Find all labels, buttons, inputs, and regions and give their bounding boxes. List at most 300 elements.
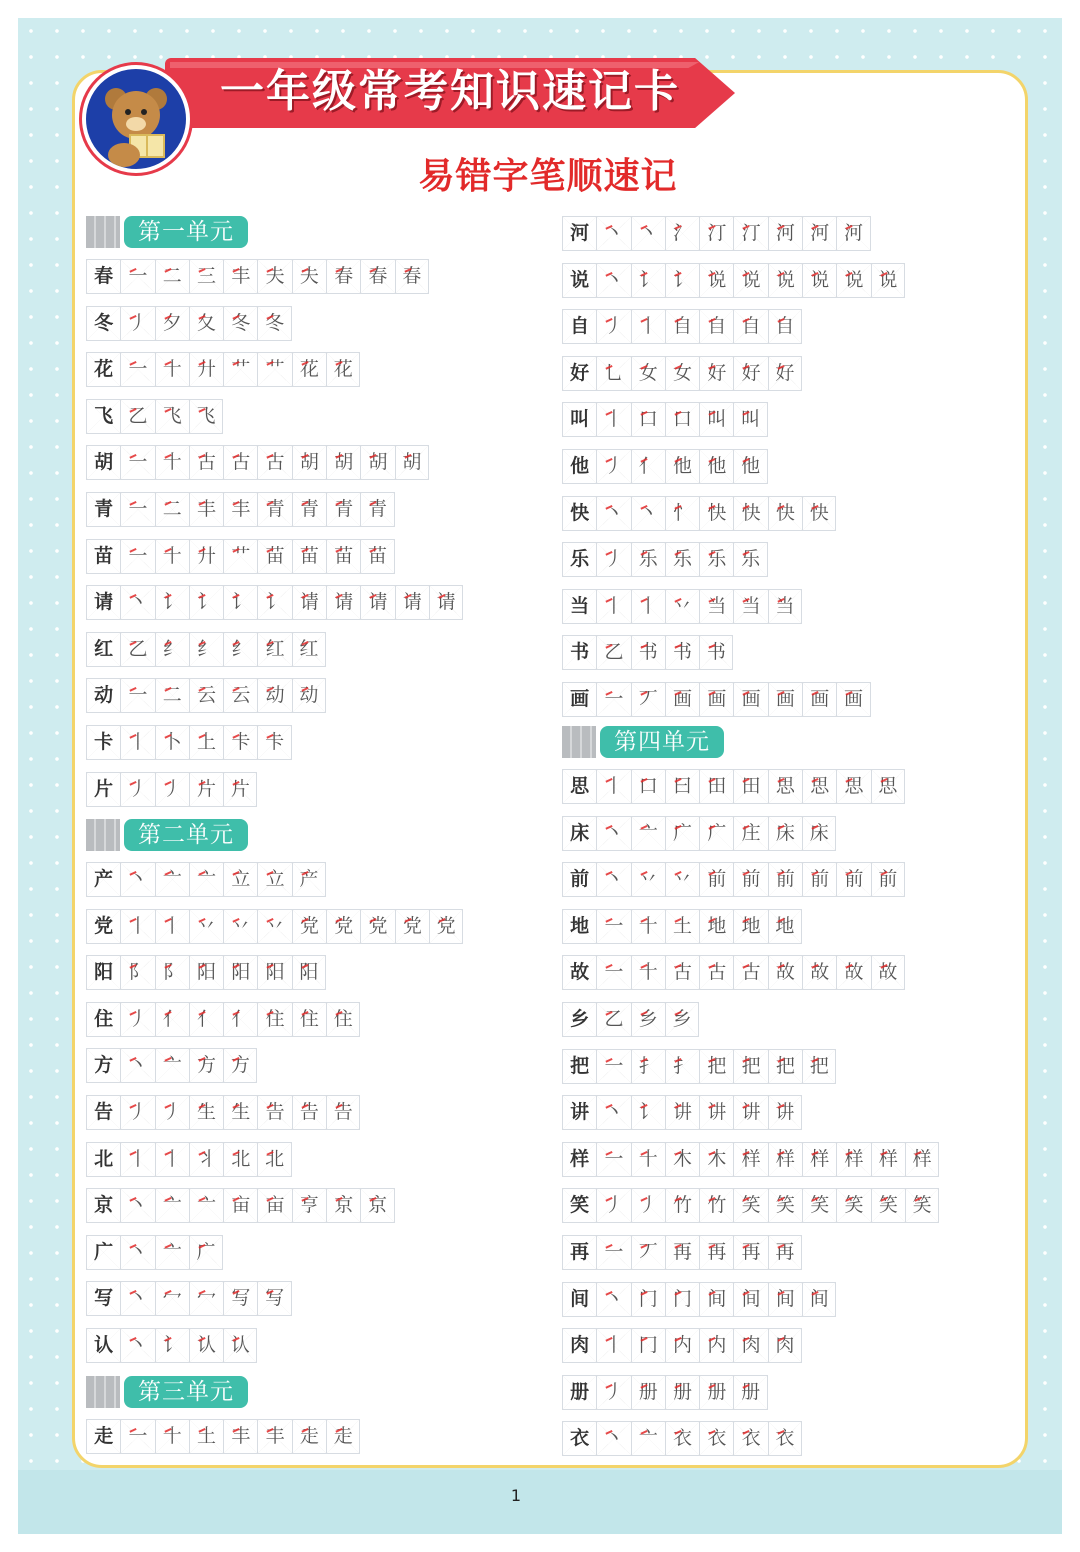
stroke-step-cell: 亻 [631,449,665,484]
stroke-step-cell: 立 [257,862,291,897]
stroke-order-row [562,1002,699,1037]
stroke-order-row [86,539,395,574]
stroke-step-cell: 红 [292,632,326,667]
stroke-step-cell: 一 [596,682,630,717]
stroke-step-cell: 产 [292,862,326,897]
stroke-step-cell: 竹 [699,1188,733,1223]
stroke-order-row [562,589,802,624]
stroke-step-cell: 快 [733,496,767,531]
character-cell: 样 [562,1142,596,1177]
stroke-step-cell: 片 [223,772,257,807]
stroke-step-cell: 丶 [596,263,630,298]
stroke-step-cell: 画 [836,682,870,717]
stroke-step-cell: 说 [836,263,870,298]
stroke-step-cell: 一 [120,492,154,527]
stroke-step-cell: 走 [292,1419,326,1454]
stroke-step-cell: 告 [326,1095,360,1130]
stroke-step-cell: 古 [189,445,223,480]
stroke-step-cell: 二 [155,259,189,294]
stroke-step-cell: 三 [189,259,223,294]
stroke-step-cell: 亩 [223,1188,257,1223]
stroke-step-cell: 好 [733,356,767,391]
stroke-step-cell: 动 [257,678,291,713]
stroke-step-cell: 丨 [596,1328,630,1363]
stroke-step-cell: 党 [292,909,326,944]
stroke-step-cell: 青 [257,492,291,527]
stroke-step-cell: 青 [326,492,360,527]
stroke-step-cell: 一 [120,445,154,480]
stroke-step-cell: 丨 [155,1142,189,1177]
stroke-step-cell: 丿 [155,772,189,807]
stroke-step-cell: 丿 [120,1095,154,1130]
stroke-step-cell: 乚 [596,356,630,391]
stroke-step-cell: 再 [665,1235,699,1270]
stroke-step-cell: 把 [733,1049,767,1084]
stroke-step-cell: 北 [257,1142,291,1177]
stroke-order-row [86,1328,257,1363]
unit-heading [86,819,248,851]
stroke-step-cell: 故 [768,955,802,990]
stroke-step-cell: 氵 [665,216,699,251]
stroke-step-cell: 门 [665,1282,699,1317]
stroke-step-cell: 亠 [189,862,223,897]
stroke-step-cell: 丶 [596,816,630,851]
stroke-step-cell: 花 [292,352,326,387]
stroke-step-cell: 十 [631,955,665,990]
stroke-step-cell: 丨 [596,589,630,624]
stroke-step-cell: 亻 [155,1002,189,1037]
character-cell: 说 [562,263,596,298]
stroke-step-cell: 讠 [155,1328,189,1363]
stroke-step-cell: 党 [395,909,429,944]
stroke-step-cell: 立 [223,862,257,897]
character-cell: 好 [562,356,596,391]
stroke-step-cell: 把 [768,1049,802,1084]
stroke-step-cell: 册 [665,1375,699,1410]
stroke-step-cell: 艹 [223,539,257,574]
stroke-step-cell: 一 [120,1419,154,1454]
stroke-step-cell: 广 [189,1235,223,1270]
stroke-step-cell: 思 [768,769,802,804]
character-cell: 再 [562,1235,596,1270]
stroke-step-cell: 丷 [631,862,665,897]
stroke-order-row [86,1235,223,1270]
stroke-step-cell: 丆 [631,1235,665,1270]
stroke-order-row [86,1142,292,1177]
stroke-step-cell: 河 [768,216,802,251]
stroke-step-cell: 阳 [223,955,257,990]
stroke-order-row [86,909,463,944]
stroke-step-cell: 丷 [665,589,699,624]
stroke-step-cell: 十 [631,909,665,944]
character-cell: 请 [86,585,120,620]
stroke-step-cell: 苗 [292,539,326,574]
stroke-step-cell: 自 [665,309,699,344]
stroke-step-cell: 片 [189,772,223,807]
character-cell: 肉 [562,1328,596,1363]
character-cell: 党 [86,909,120,944]
stroke-order-row [562,909,802,944]
unit-heading-label: 第四单元 [600,726,724,758]
character-cell: 自 [562,309,596,344]
stroke-step-cell: 丨 [596,402,630,437]
stroke-step-cell: 冖 [189,1281,223,1316]
stroke-step-cell: 前 [802,862,836,897]
stroke-step-cell: 苗 [326,539,360,574]
unit-heading-label: 第二单元 [124,819,248,851]
stroke-order-row [86,955,326,990]
stroke-step-cell: 再 [768,1235,802,1270]
character-cell: 乐 [562,542,596,577]
stroke-step-cell: 丬 [189,1142,223,1177]
stroke-step-cell: 方 [189,1048,223,1083]
stroke-step-cell: 古 [733,955,767,990]
stroke-step-cell: 土 [189,1419,223,1454]
character-cell: 北 [86,1142,120,1177]
stroke-step-cell: 廾 [189,352,223,387]
stroke-order-row [86,862,326,897]
stroke-order-row [562,309,802,344]
stroke-step-cell: 亠 [155,1235,189,1270]
stroke-step-cell: 亠 [155,1188,189,1223]
stroke-order-row [86,1281,292,1316]
unit-heading-bar [86,216,120,248]
stroke-step-cell: 乙 [596,635,630,670]
stroke-step-cell: 画 [733,682,767,717]
stroke-step-cell: 内 [665,1328,699,1363]
stroke-order-row [86,1095,360,1130]
stroke-step-cell: 曰 [665,769,699,804]
stroke-step-cell: 把 [699,1049,733,1084]
stroke-step-cell: 艹 [257,352,291,387]
stroke-step-cell: 讠 [665,263,699,298]
stroke-step-cell: 丶 [120,1188,154,1223]
stroke-order-row [562,542,768,577]
stroke-order-row [86,399,223,434]
stroke-step-cell: 艹 [223,352,257,387]
stroke-step-cell: 一 [120,539,154,574]
stroke-step-cell: 纟 [189,632,223,667]
stroke-step-cell: 丶 [120,862,154,897]
stroke-step-cell: 夫 [292,259,326,294]
stroke-step-cell: 木 [699,1142,733,1177]
stroke-step-cell: 生 [223,1095,257,1130]
stroke-order-row [562,769,905,804]
stroke-order-row [562,1328,802,1363]
stroke-order-row [86,678,326,713]
unit-heading [86,1376,248,1408]
stroke-step-cell: 丶 [631,496,665,531]
stroke-step-cell: 二 [155,678,189,713]
stroke-step-cell: 田 [699,769,733,804]
stroke-step-cell: 阳 [189,955,223,990]
stroke-step-cell: 阝 [120,955,154,990]
stroke-order-row [562,1188,939,1223]
unit-heading-bar [562,726,596,758]
stroke-step-cell: 生 [189,1095,223,1130]
unit-heading-label: 第一单元 [124,216,248,248]
stroke-step-cell: 讠 [189,585,223,620]
character-cell: 片 [86,772,120,807]
stroke-order-row [86,1419,360,1454]
stroke-step-cell: 胡 [395,445,429,480]
stroke-step-cell: 苗 [257,539,291,574]
character-cell: 叫 [562,402,596,437]
unit-heading [86,216,248,248]
stroke-order-row [86,632,326,667]
stroke-step-cell: 夕 [155,306,189,341]
stroke-step-cell: 说 [871,263,905,298]
stroke-step-cell: 丨 [120,725,154,760]
character-cell: 故 [562,955,596,990]
stroke-step-cell: 乡 [631,1002,665,1037]
stroke-order-row [562,1282,836,1317]
stroke-step-cell: 前 [768,862,802,897]
stroke-step-cell: 丷 [223,909,257,944]
stroke-step-cell: 自 [699,309,733,344]
stroke-step-cell: 动 [292,678,326,713]
stroke-step-cell: 走 [326,1419,360,1454]
stroke-step-cell: 河 [836,216,870,251]
character-cell: 走 [86,1419,120,1454]
character-cell: 衣 [562,1421,596,1456]
stroke-step-cell: 广 [699,816,733,851]
stroke-step-cell: 讲 [733,1095,767,1130]
stroke-step-cell: 冬 [257,306,291,341]
stroke-step-cell: 丨 [120,909,154,944]
stroke-step-cell: 丿 [120,306,154,341]
stroke-step-cell: 样 [768,1142,802,1177]
character-cell: 花 [86,352,120,387]
page-title: 一年级常考知识速记卡 [220,66,680,117]
stroke-step-cell: 讠 [257,585,291,620]
stroke-step-cell: 笑 [871,1188,905,1223]
stroke-step-cell: 忄 [665,496,699,531]
stroke-step-cell: 田 [733,769,767,804]
stroke-step-cell: 丷 [257,909,291,944]
stroke-step-cell: 丆 [631,682,665,717]
character-cell: 快 [562,496,596,531]
character-cell: 他 [562,449,596,484]
stroke-step-cell: 亨 [292,1188,326,1223]
stroke-step-cell: 衣 [733,1421,767,1456]
stroke-step-cell: 乐 [733,542,767,577]
stroke-step-cell: 画 [768,682,802,717]
stroke-order-row [86,445,429,480]
stroke-step-cell: 书 [665,635,699,670]
stroke-step-cell: 阝 [155,955,189,990]
character-cell: 画 [562,682,596,717]
unit-heading-bar [86,819,120,851]
stroke-step-cell: 一 [596,909,630,944]
stroke-step-cell: 故 [836,955,870,990]
stroke-step-cell: 讠 [631,1095,665,1130]
stroke-order-row [562,449,768,484]
character-cell: 笑 [562,1188,596,1223]
stroke-step-cell: 古 [665,955,699,990]
stroke-step-cell: 住 [326,1002,360,1037]
stroke-step-cell: 快 [699,496,733,531]
stroke-step-cell: 把 [802,1049,836,1084]
stroke-order-row [86,725,292,760]
stroke-step-cell: 样 [733,1142,767,1177]
stroke-step-cell: 画 [665,682,699,717]
character-cell: 阳 [86,955,120,990]
stroke-step-cell: 十 [631,1142,665,1177]
stroke-order-row [562,1421,802,1456]
stroke-step-cell: 请 [429,585,463,620]
stroke-step-cell: 乐 [699,542,733,577]
stroke-step-cell: 广 [665,816,699,851]
stroke-step-cell: 讠 [155,585,189,620]
stroke-step-cell: 亠 [189,1188,223,1223]
stroke-step-cell: 当 [733,589,767,624]
stroke-step-cell: 庄 [733,816,767,851]
stroke-step-cell: 样 [905,1142,939,1177]
stroke-step-cell: 乡 [665,1002,699,1037]
stroke-step-cell: 亠 [155,862,189,897]
stroke-order-row [562,1235,802,1270]
character-cell: 册 [562,1375,596,1410]
stroke-step-cell: 笑 [905,1188,939,1223]
stroke-step-cell: 丶 [596,862,630,897]
stroke-step-cell: 丶 [596,1095,630,1130]
stroke-step-cell: 再 [733,1235,767,1270]
stroke-step-cell: 云 [223,678,257,713]
stroke-step-cell: 肉 [768,1328,802,1363]
stroke-step-cell: 党 [326,909,360,944]
stroke-step-cell: 丰 [223,259,257,294]
stroke-step-cell: 丿 [596,1188,630,1223]
stroke-step-cell: 丷 [665,862,699,897]
unit-heading [562,726,724,758]
stroke-step-cell: 卜 [155,725,189,760]
stroke-step-cell: 讲 [699,1095,733,1130]
stroke-step-cell: 写 [223,1281,257,1316]
stroke-step-cell: 亻 [223,1002,257,1037]
stroke-step-cell: 请 [292,585,326,620]
character-cell: 京 [86,1188,120,1223]
stroke-step-cell: 胡 [360,445,394,480]
stroke-step-cell: 青 [292,492,326,527]
stroke-step-cell: 亠 [631,1421,665,1456]
character-cell: 胡 [86,445,120,480]
stroke-step-cell: 告 [292,1095,326,1130]
stroke-step-cell: 认 [223,1328,257,1363]
stroke-step-cell: 丰 [223,1419,257,1454]
stroke-order-row [562,862,905,897]
stroke-step-cell: 认 [189,1328,223,1363]
stroke-step-cell: 丷 [189,909,223,944]
stroke-step-cell: 册 [733,1375,767,1410]
stroke-step-cell: 冖 [155,1281,189,1316]
character-cell: 前 [562,862,596,897]
stroke-step-cell: 党 [360,909,394,944]
stroke-step-cell: 春 [395,259,429,294]
character-cell: 产 [86,862,120,897]
stroke-step-cell: 木 [665,1142,699,1177]
stroke-step-cell: 衣 [665,1421,699,1456]
stroke-step-cell: 讠 [631,263,665,298]
stroke-step-cell: 冬 [223,306,257,341]
stroke-order-row [562,402,768,437]
stroke-step-cell: 丶 [120,1235,154,1270]
stroke-step-cell: 古 [223,445,257,480]
stroke-step-cell: 说 [768,263,802,298]
stroke-step-cell: 再 [699,1235,733,1270]
character-cell: 卡 [86,725,120,760]
stroke-step-cell: 云 [189,678,223,713]
stroke-step-cell: 亻 [189,1002,223,1037]
stroke-step-cell: 讠 [223,585,257,620]
stroke-step-cell: 丨 [631,309,665,344]
unit-heading-bar [86,1376,120,1408]
stroke-step-cell: 册 [699,1375,733,1410]
stroke-step-cell: 书 [631,635,665,670]
character-cell: 当 [562,589,596,624]
stroke-step-cell: 丿 [120,1002,154,1037]
character-cell: 飞 [86,399,120,434]
stroke-order-row [562,263,905,298]
character-cell: 春 [86,259,120,294]
character-cell: 住 [86,1002,120,1037]
stroke-step-cell: 方 [223,1048,257,1083]
stroke-step-cell: 丶 [120,585,154,620]
stroke-step-cell: 快 [768,496,802,531]
stroke-step-cell: 汀 [699,216,733,251]
stroke-step-cell: 红 [257,632,291,667]
character-cell: 方 [86,1048,120,1083]
stroke-step-cell: 请 [395,585,429,620]
stroke-step-cell: 住 [292,1002,326,1037]
stroke-step-cell: 书 [699,635,733,670]
stroke-order-row [86,1048,257,1083]
character-cell: 动 [86,678,120,713]
stroke-step-cell: 告 [257,1095,291,1130]
stroke-step-cell: 扌 [631,1049,665,1084]
stroke-order-row [86,585,463,620]
stroke-step-cell: 前 [699,862,733,897]
stroke-step-cell: 乐 [665,542,699,577]
stroke-step-cell: 乐 [631,542,665,577]
stroke-step-cell: 当 [768,589,802,624]
stroke-order-row [562,1142,939,1177]
stroke-step-cell: 请 [360,585,394,620]
stroke-step-cell: 思 [802,769,836,804]
stroke-step-cell: 丶 [120,1281,154,1316]
stroke-step-cell: 夂 [189,306,223,341]
stroke-step-cell: 春 [360,259,394,294]
stroke-step-cell: 好 [768,356,802,391]
stroke-step-cell: 内 [699,1328,733,1363]
stroke-step-cell: 古 [699,955,733,990]
stroke-step-cell: 飞 [155,399,189,434]
stroke-step-cell: 画 [699,682,733,717]
stroke-order-row [86,259,429,294]
stroke-step-cell: 样 [871,1142,905,1177]
stroke-step-cell: 亠 [631,816,665,851]
stroke-step-cell: 他 [699,449,733,484]
stroke-step-cell: 二 [155,492,189,527]
stroke-step-cell: 门 [631,1282,665,1317]
stroke-step-cell: 写 [257,1281,291,1316]
stroke-step-cell: 床 [768,816,802,851]
stroke-step-cell: 笑 [768,1188,802,1223]
stroke-step-cell: 画 [802,682,836,717]
stroke-step-cell: 党 [429,909,463,944]
stroke-step-cell: 亩 [257,1188,291,1223]
stroke-step-cell: 叫 [699,402,733,437]
